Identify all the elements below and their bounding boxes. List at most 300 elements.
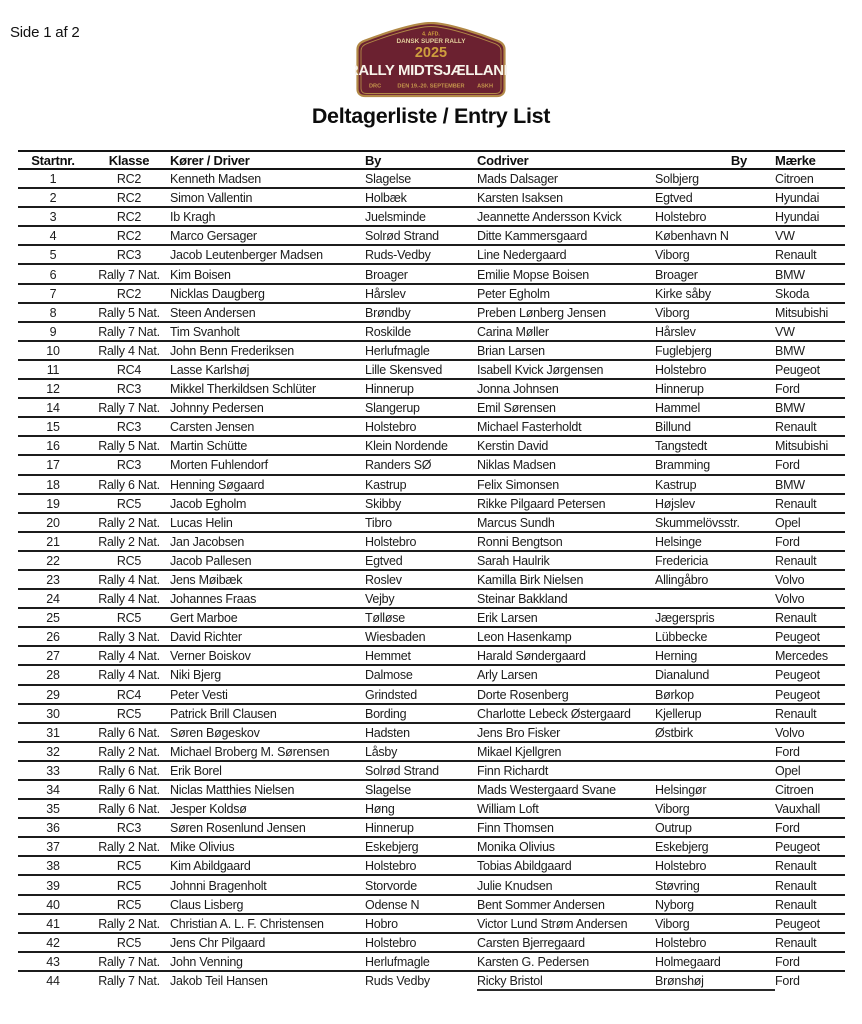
cell-codriver-by: Solbjerg [655,172,699,187]
table-row [18,455,845,474]
cell-driver-by: Hårslev [365,286,406,301]
cell-codriver-by: Kastrup [655,477,697,492]
cell-klasse: RC3 [116,458,142,473]
cell-klasse: Rally 2 Nat. [98,515,160,530]
cell-startnr: 3 [49,210,57,225]
cell-klasse: Rally 2 Nat. [98,916,160,931]
cell-codriver-by: Støvring [655,878,700,893]
cell-maerke: Ford [775,954,800,969]
cell-codriver-by: København N [655,229,729,244]
table-row [18,570,845,589]
cell-driver-by: Egtved [365,553,403,568]
cell-codriver: Erik Larsen [477,611,538,626]
cell-codriver: Jens Bro Fisker [477,725,561,740]
cell-codriver-by [655,589,775,608]
cell-klasse: Rally 6 Nat. [98,725,160,740]
cell-codriver: Harald Søndergaard [477,649,586,664]
cell-klasse: RC5 [116,611,142,626]
cell-driver: Henning Søgaard [170,477,265,492]
cell-maerke: BMW [775,477,805,492]
cell-maerke: Vauxhall [775,802,821,817]
cell-codriver: Carina Møller [477,324,549,339]
table-row [18,589,845,608]
cell-driver: Morten Fuhlendorf [170,458,268,473]
cell-codriver-by: Egtved [655,191,693,206]
cell-klasse: RC3 [116,821,142,836]
cell-codriver-by: Viborg [655,248,690,263]
table-row [18,952,845,971]
cell-maerke: BMW [775,267,805,282]
cell-maerke: Ford [775,458,800,473]
cell-codriver-by: Holstebro [655,859,707,874]
cell-codriver-by: Holstebro [655,935,707,950]
table-row [18,799,845,818]
cell-startnr: 43 [46,954,60,969]
cell-driver-by: Holstebro [365,420,417,435]
cell-maerke: Mitsubishi [775,439,829,454]
table-row [18,207,845,226]
cell-driver-by: Herlufmagle [365,954,430,969]
cell-maerke: Skoda [775,286,810,301]
cell-driver: Tim Svanholt [170,324,240,339]
cell-driver: Johnny Pedersen [170,401,264,416]
cell-driver-by: Randers SØ [365,458,432,473]
cell-codriver-by: Billund [655,420,691,435]
cell-driver-by: Juelsminde [365,210,426,225]
cell-klasse: RC5 [116,878,142,893]
cell-codriver: Kamilla Birk Nielsen [477,573,584,588]
cell-maerke: Mitsubishi [775,305,829,320]
cell-codriver-by: Holstebro [655,362,707,377]
cell-driver: Erik Borel [170,763,222,778]
plate-series-line1: 4. AFD. [422,31,440,38]
cell-codriver: Preben Lønberg Jensen [477,305,606,320]
cell-driver-by: Skibby [365,496,402,511]
cell-codriver: Felix Simonsen [477,477,559,492]
cell-driver: Kenneth Madsen [170,172,262,187]
page-number-label: Side 1 af 2 [10,24,80,41]
plate-rally-name: RALLY MIDTSJÆLLAND [355,62,507,79]
cell-driver-by: Dalmose [365,668,413,683]
table-row [18,245,845,264]
cell-driver-by: Slangerup [365,401,420,416]
table-row [18,646,845,665]
cell-driver-by: Eskebjerg [365,840,419,855]
cell-maerke: Volvo [775,592,805,607]
cell-startnr: 17 [46,458,60,473]
cell-codriver-by: Hårslev [655,324,696,339]
entry-table-header [18,151,845,169]
cell-klasse: Rally 2 Nat. [98,840,160,855]
cell-maerke: Renault [775,420,817,435]
cell-codriver-by: Outrup [655,821,692,836]
cell-maerke: BMW [775,343,805,358]
cell-codriver: Isabell Kvick Jørgensen [477,362,604,377]
cell-driver: Søren Bøgeskov [170,725,260,740]
cell-startnr: 19 [46,496,60,511]
table-row [18,475,845,494]
cell-klasse: RC2 [116,229,142,244]
table-row [18,971,845,990]
cell-driver: Jacob Leutenberger Madsen [170,248,323,263]
cell-klasse: Rally 6 Nat. [98,477,160,492]
cell-startnr: 14 [46,401,60,416]
table-row [18,723,845,742]
table-row [18,914,845,933]
cell-maerke: Peugeot [775,630,820,645]
cell-driver-by: Tibro [365,515,392,530]
cell-codriver: Emil Sørensen [477,401,556,416]
document-title: Deltagerliste / Entry List [311,104,551,128]
cell-driver: David Richter [170,630,242,645]
cell-codriver: Arly Larsen [477,668,538,683]
cell-startnr: 11 [46,362,60,377]
cell-startnr: 25 [46,611,60,626]
cell-driver: Claus Lisberg [170,897,244,912]
cell-startnr: 36 [46,821,60,836]
table-row [18,875,845,894]
cell-codriver-by: Holstebro [655,210,707,225]
cell-maerke: Peugeot [775,687,820,702]
cell-driver: Simon Vallentin [170,191,253,206]
cell-startnr: 42 [46,935,60,950]
cell-startnr: 10 [46,343,60,358]
cell-klasse: Rally 4 Nat. [98,592,160,607]
cell-codriver: Ditte Kammersgaard [477,229,588,244]
rally-plate-logo [355,22,507,103]
plate-series-line2: DANSK SUPER RALLY [396,38,466,45]
cell-maerke: Peugeot [775,668,820,683]
cell-codriver: Dorte Rosenberg [477,687,569,702]
cell-driver-by: Storvorde [365,878,417,893]
cell-driver: Søren Rosenlund Jensen [170,821,306,836]
cell-klasse: Rally 7 Nat. [98,954,160,969]
table-row [18,780,845,799]
cell-driver: Martin Schütte [170,439,248,454]
cell-codriver-by: Bramming [655,458,710,473]
plate-org-left: DRC [369,83,382,90]
cell-driver: Mike Olivius [170,840,235,855]
cell-codriver: Bent Sommer Andersen [477,897,605,912]
cell-codriver-by: Herning [655,649,698,664]
cell-codriver: Finn Thomsen [477,821,554,836]
cell-klasse: Rally 7 Nat. [98,401,160,416]
cell-codriver-by: Tangstedt [655,439,707,454]
cell-startnr: 35 [46,802,60,817]
cell-driver: Jacob Pallesen [170,553,252,568]
cell-klasse: Rally 6 Nat. [98,763,160,778]
cell-driver-by: Slagelse [365,783,411,798]
cell-klasse: RC3 [116,420,142,435]
cell-codriver: Karsten G. Pedersen [477,954,589,969]
cell-driver: Jacob Egholm [170,496,247,511]
cell-maerke: Peugeot [775,916,820,931]
cell-codriver-by: Østbirk [655,725,693,740]
cell-startnr: 24 [46,592,60,607]
cell-codriver: Ricky Bristol [477,971,655,990]
cell-maerke: Renault [775,859,817,874]
cell-codriver: Steinar Bakkland [477,592,568,607]
cell-klasse: RC2 [116,210,142,225]
table-row [18,856,845,875]
cell-codriver: Jonna Johnsen [477,382,559,397]
cell-codriver: Ronni Bengtson [477,534,563,549]
cell-startnr: 40 [46,897,60,912]
table-row [18,494,845,513]
header-klasse: Klasse [108,152,150,168]
entry-table [18,150,845,991]
cell-driver: Jens Møibæk [170,573,243,588]
cell-driver-by: Broager [365,267,408,282]
cell-klasse: Rally 6 Nat. [98,783,160,798]
cell-startnr: 9 [49,324,57,339]
cell-klasse: RC5 [116,935,142,950]
cell-codriver: Leon Hasenkamp [477,630,572,645]
cell-driver-by: Kastrup [365,477,407,492]
table-row [18,551,845,570]
cell-klasse: RC3 [116,382,142,397]
cell-codriver: William Loft [477,802,539,817]
cell-maerke: Ford [775,744,800,759]
cell-codriver-by [655,742,775,761]
cell-maerke: Renault [775,611,817,626]
cell-maerke: Citroen [775,783,814,798]
cell-driver-by: Hinnerup [365,821,414,836]
cell-codriver-by: Broager [655,267,698,282]
table-row [18,895,845,914]
cell-startnr: 23 [46,573,60,588]
cell-driver: Marco Gersager [170,229,257,244]
cell-startnr: 5 [49,248,57,263]
cell-codriver-by: Dianalund [655,668,710,683]
cell-driver: John Benn Frederiksen [170,343,294,358]
cell-klasse: Rally 4 Nat. [98,649,160,664]
cell-driver-by: Klein Nordende [365,439,448,454]
cell-startnr: 15 [46,420,60,435]
cell-codriver-by: Fuglebjerg [655,343,712,358]
cell-driver-by: Holstebro [365,859,417,874]
cell-driver-by: Tølløse [365,611,405,626]
cell-codriver: Emilie Mopse Boisen [477,267,589,282]
cell-maerke: Peugeot [775,840,820,855]
cell-startnr: 21 [46,534,60,549]
cell-driver: Carsten Jensen [170,420,255,435]
cell-driver: Johannes Fraas [170,592,257,607]
cell-klasse: RC5 [116,859,142,874]
cell-codriver-by: Eskebjerg [655,840,709,855]
cell-driver: Gert Marboe [170,611,238,626]
cell-driver: Mikkel Therkildsen Schlüter [170,382,316,397]
cell-startnr: 7 [49,286,57,301]
cell-startnr: 27 [46,649,60,664]
cell-driver-by: Lille Skensved [365,362,443,377]
cell-codriver-by: Helsingør [655,783,707,798]
table-row [18,608,845,627]
header-driver: Kører / Driver [170,152,250,168]
cell-driver: Steen Andersen [170,305,256,320]
cell-startnr: 18 [46,477,60,492]
cell-codriver-by: Hammel [655,401,701,416]
cell-driver-by: Ruds-Vedby [365,248,431,263]
cell-driver: Patrick Brill Clausen [170,706,277,721]
cell-maerke: BMW [775,401,805,416]
table-row [18,341,845,360]
cell-startnr: 32 [46,744,60,759]
cell-codriver-by: Hinnerup [655,382,704,397]
cell-klasse: RC5 [116,553,142,568]
cell-codriver: Brian Larsen [477,343,545,358]
table-row [18,704,845,723]
cell-codriver-by: Holmegaard [655,954,721,969]
cell-maerke: Renault [775,706,817,721]
cell-driver-by: Herlufmagle [365,343,430,358]
cell-driver-by: Hobro [365,916,398,931]
cell-codriver: Finn Richardt [477,763,549,778]
cell-codriver: Rikke Pilgaard Petersen [477,496,606,511]
table-row [18,379,845,398]
cell-codriver-by: Allingåbro [655,573,709,588]
table-row [18,264,845,283]
cell-klasse: Rally 5 Nat. [98,305,160,320]
cell-startnr: 38 [46,859,60,874]
cell-klasse: Rally 2 Nat. [98,534,160,549]
cell-startnr: 39 [46,878,60,893]
cell-maerke: Opel [775,515,801,530]
cell-maerke: VW [775,324,795,339]
cell-codriver-by: Kjellerup [655,706,702,721]
cell-maerke: Ford [775,821,800,836]
plate-org-right: ASKH [477,83,493,90]
table-row [18,627,845,646]
cell-driver-by: Slagelse [365,172,411,187]
entry-table-body [18,169,845,990]
cell-maerke: Volvo [775,725,805,740]
table-row [18,685,845,704]
header-codriver-by: By [730,152,747,168]
table-row [18,303,845,322]
cell-driver: Ib Kragh [170,210,216,225]
cell-codriver: Niklas Madsen [477,458,556,473]
cell-klasse: Rally 7 Nat. [98,267,160,282]
cell-codriver: Victor Lund Strøm Andersen [477,916,628,931]
cell-startnr: 33 [46,763,60,778]
cell-startnr: 4 [49,229,57,244]
cell-codriver-by: Børkop [655,687,694,702]
cell-klasse: Rally 4 Nat. [98,573,160,588]
cell-driver-by: Wiesbaden [365,630,426,645]
plate-year: 2025 [414,45,448,61]
cell-startnr: 20 [46,515,60,530]
cell-codriver: Peter Egholm [477,286,550,301]
cell-codriver-by: Højslev [655,496,695,511]
cell-codriver: Monika Olivius [477,840,555,855]
table-row [18,436,845,455]
cell-startnr: 26 [46,630,60,645]
cell-startnr: 12 [46,382,60,397]
cell-maerke: Renault [775,935,817,950]
cell-driver: Lucas Helin [170,515,233,530]
cell-startnr: 44 [46,974,60,989]
table-row [18,169,845,188]
cell-driver-by: Holbæk [365,191,407,206]
header-startnr: Startnr. [31,152,75,168]
cell-startnr: 6 [49,267,57,282]
table-row [18,188,845,207]
cell-driver: Jan Jacobsen [170,534,245,549]
cell-maerke: Opel [775,763,801,778]
cell-startnr: 22 [46,553,60,568]
cell-maerke: Citroen [775,172,814,187]
cell-klasse: RC5 [116,706,142,721]
cell-driver-by: Roslev [365,573,402,588]
table-row [18,742,845,761]
cell-driver: Kim Boisen [170,267,231,282]
table-row [18,284,845,303]
table-row [18,513,845,532]
cell-klasse: Rally 6 Nat. [98,802,160,817]
cell-codriver-by: Lübbecke [655,630,708,645]
cell-driver: John Venning [170,954,243,969]
cell-klasse: RC4 [116,362,142,377]
cell-maerke: Mercedes [775,649,828,664]
header-codriver: Codriver [477,152,529,168]
cell-codriver-by: Brønshøj [655,971,775,990]
table-row [18,761,845,780]
cell-maerke: Renault [775,248,817,263]
cell-codriver-by [655,761,775,780]
table-row [18,360,845,379]
plate-date: DEN 19.-20. SEPTEMBER [397,83,465,90]
cell-startnr: 28 [46,668,60,683]
cell-codriver: Line Nedergaard [477,248,567,263]
cell-driver-by: Vejby [365,592,395,607]
cell-codriver: Mads Westergaard Svane [477,783,616,798]
cell-driver-by: Solrød Strand [365,229,439,244]
cell-driver: Michael Broberg M. Sørensen [170,744,330,759]
cell-codriver: Julie Knudsen [477,878,553,893]
cell-driver-by: Ruds Vedby [365,974,430,989]
cell-codriver: Jeannette Andersson Kvick [477,210,622,225]
cell-maerke: VW [775,229,795,244]
cell-driver-by: Bording [365,706,407,721]
table-row [18,818,845,837]
cell-codriver: Marcus Sundh [477,515,555,530]
cell-codriver: Sarah Haulrik [477,553,550,568]
cell-driver-by: Roskilde [365,324,411,339]
cell-startnr: 2 [49,191,57,206]
cell-startnr: 1 [49,172,57,187]
cell-codriver: Mikael Kjellgren [477,744,562,759]
cell-maerke: Renault [775,897,817,912]
cell-driver-by: Hadsten [365,725,410,740]
cell-codriver-by: Jægerspris [655,611,715,626]
cell-codriver: Charlotte Lebeck Østergaard [477,706,631,721]
cell-maerke: Hyundai [775,191,820,206]
cell-driver-by: Holstebro [365,935,417,950]
table-row [18,226,845,245]
cell-maerke: Renault [775,878,817,893]
table-row [18,417,845,436]
cell-codriver-by: Fredericia [655,553,709,568]
cell-startnr: 31 [46,725,60,740]
cell-klasse: RC2 [116,286,142,301]
cell-maerke: Ford [775,382,800,397]
table-row [18,398,845,417]
table-row [18,933,845,952]
cell-klasse: RC4 [116,687,142,702]
cell-driver: Jens Chr Pilgaard [170,935,266,950]
cell-driver-by: Hinnerup [365,382,414,397]
